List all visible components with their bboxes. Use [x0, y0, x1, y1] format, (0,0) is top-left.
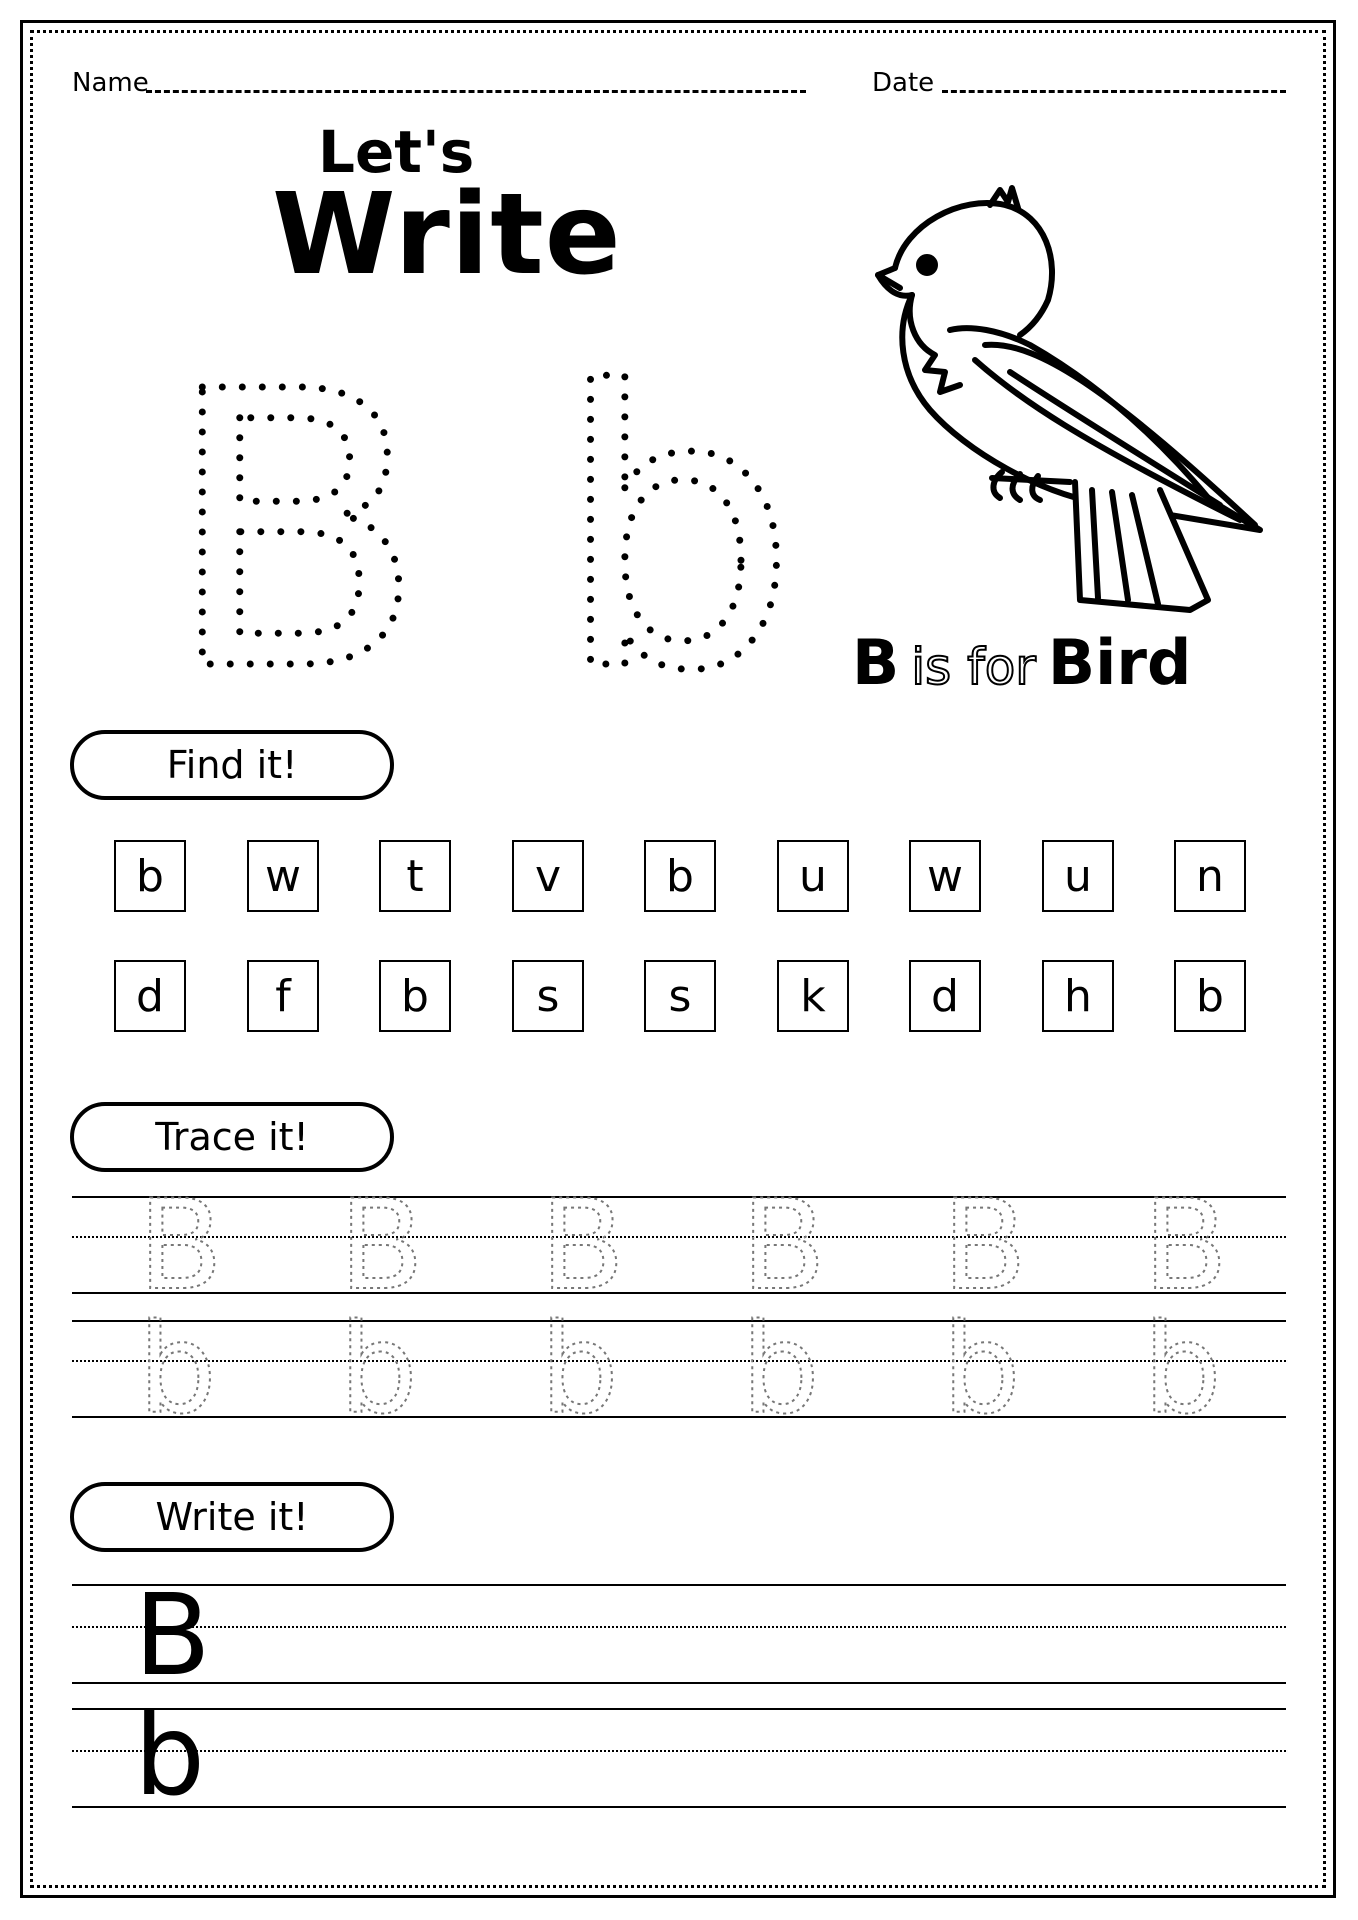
title-write: Write: [272, 170, 622, 300]
caption-word: Bird: [1047, 626, 1192, 699]
find-letter-box[interactable]: k: [777, 960, 849, 1032]
trace-upper-letter: B: [540, 1174, 626, 1318]
find-letter-box[interactable]: u: [1042, 840, 1114, 912]
trace-it-label: Trace it!: [70, 1102, 394, 1172]
write-it-label: Write it!: [70, 1482, 394, 1552]
trace-lower-letter: b: [339, 1298, 418, 1442]
write-line-top-1: [72, 1584, 1286, 1586]
find-letter-box[interactable]: s: [512, 960, 584, 1032]
trace-lower-letter: b: [1143, 1298, 1222, 1442]
caption-connector: is for: [911, 638, 1036, 696]
write-line-top-2: [72, 1708, 1286, 1710]
write-example-lower: b: [134, 1691, 206, 1821]
find-letter-box[interactable]: f: [247, 960, 319, 1032]
find-letter-box[interactable]: u: [777, 840, 849, 912]
find-letter-box[interactable]: t: [379, 840, 451, 912]
find-letter-box[interactable]: b: [379, 960, 451, 1032]
trace-lower-letter: b: [942, 1298, 1021, 1442]
trace-upper-letter: B: [138, 1174, 224, 1318]
svg-text:b: b: [556, 311, 798, 754]
find-letter-box[interactable]: d: [114, 960, 186, 1032]
trace-lower-letter: b: [138, 1298, 217, 1442]
find-letter-box[interactable]: w: [247, 840, 319, 912]
trace-upper-letter: B: [741, 1174, 827, 1318]
date-label: Date: [872, 68, 935, 98]
trace-lower-letter: b: [741, 1298, 820, 1442]
find-letter-box[interactable]: w: [909, 840, 981, 912]
trace-upper-letter: B: [942, 1174, 1028, 1318]
trace-lower-letter: b: [540, 1298, 619, 1442]
caption-letter: B: [852, 626, 900, 699]
find-letter-box[interactable]: h: [1042, 960, 1114, 1032]
write-line-base-1: [72, 1682, 1286, 1684]
find-letter-box[interactable]: d: [909, 960, 981, 1032]
write-line-base-2: [72, 1806, 1286, 1808]
find-letter-box[interactable]: v: [512, 840, 584, 912]
find-letter-box[interactable]: s: [644, 960, 716, 1032]
write-line-mid-1: [72, 1626, 1286, 1628]
trace-upper-letter: B: [339, 1174, 425, 1318]
find-letter-box[interactable]: b: [114, 840, 186, 912]
name-label: Name: [72, 68, 149, 98]
write-line-mid-2: [72, 1750, 1286, 1752]
find-letter-box[interactable]: b: [644, 840, 716, 912]
write-example-upper: B: [134, 1571, 211, 1701]
title-lets: Let's: [318, 118, 475, 186]
find-it-label: Find it!: [70, 730, 394, 800]
find-letter-box[interactable]: b: [1174, 960, 1246, 1032]
svg-text:B: B: [165, 311, 426, 754]
trace-upper-letter: B: [1143, 1174, 1229, 1318]
find-letter-box[interactable]: n: [1174, 840, 1246, 912]
